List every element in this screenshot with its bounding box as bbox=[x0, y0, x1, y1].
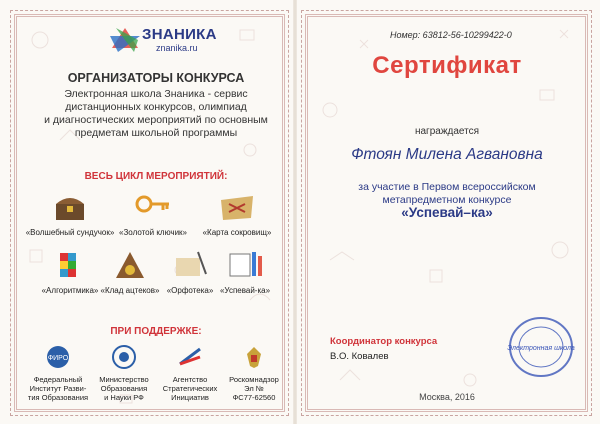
fold-line bbox=[293, 0, 297, 424]
event-algoritmika: «Алгоритмика» bbox=[25, 248, 115, 295]
aztec-treasure-icon bbox=[110, 248, 150, 282]
city-year: Москва, 2016 bbox=[419, 392, 475, 402]
support-ministry: Министерство Образования и Науки РФ bbox=[92, 344, 156, 402]
support-firo: ФИРО Федеральный Институт Разви- тия Образования bbox=[26, 344, 90, 402]
treasure-chest-icon bbox=[50, 190, 90, 224]
certificate-title: Сертификат bbox=[372, 52, 522, 79]
participation-text: за участие в Первом всероссийском метапредметном конкурсе bbox=[358, 181, 536, 206]
awarded-text: награждается bbox=[414, 126, 480, 137]
znanika-star-logo-icon bbox=[108, 24, 142, 54]
stamp-text: Электронная школа bbox=[507, 345, 575, 352]
treasure-map-icon bbox=[217, 190, 257, 224]
support-asi: Агентство Стратегических Инициатив bbox=[158, 344, 222, 402]
event-treasure-map: «Карта сокровищ» bbox=[192, 190, 282, 237]
logo-name: ЗНАНИКА bbox=[142, 26, 217, 43]
coordinator-title: Координатор конкурса bbox=[330, 336, 438, 347]
certificate-number: Номер: 63812-56-10299422-0 bbox=[390, 30, 512, 40]
cycle-title: ВЕСЬ ЦИКЛ МЕРОПРИЯТИЙ: bbox=[84, 171, 228, 182]
golden-key-icon bbox=[133, 190, 173, 224]
asi-arrow-icon bbox=[177, 344, 203, 370]
eagle-emblem-icon bbox=[241, 344, 267, 370]
event-uspevai-ka: «Успевай-ка» bbox=[200, 248, 290, 295]
organizers-description: Электронная школа Знаника - сервис дистанционных конкурсов, олимпиад и диагностических мероприятий по основным предметам школьной программы bbox=[44, 88, 268, 139]
event-orfoteka: «Орфотека» bbox=[145, 248, 235, 295]
recipient-name: Фтоян Милена Агвановна bbox=[351, 146, 543, 163]
support-title: ПРИ ПОДДЕРЖКЕ: bbox=[110, 326, 202, 337]
logo-url: znanika.ru bbox=[156, 43, 198, 53]
school-stamp-icon bbox=[506, 314, 576, 380]
school-supplies-icon bbox=[225, 248, 265, 282]
svg-text:ФИРО: ФИРО bbox=[47, 355, 69, 362]
support-roskomnadzor: Роскомнадзор Эл № ФС77-62560 bbox=[222, 344, 286, 402]
puzzle-cube-icon bbox=[50, 248, 90, 282]
organizers-title: ОРГАНИЗАТОРЫ КОНКУРСА bbox=[67, 71, 245, 85]
ministry-emblem-icon bbox=[111, 344, 137, 370]
event-golden-key: «Золотой ключик» bbox=[108, 190, 198, 237]
event-treasure-chest: «Волшебный сундучок» bbox=[25, 190, 115, 237]
contest-name: «Успевай–ка» bbox=[401, 205, 493, 220]
event-aztec-treasure: «Клад ацтеков» bbox=[85, 248, 175, 295]
coordinator-name: В.О. Ковалев bbox=[330, 351, 389, 362]
firo-globe-icon bbox=[45, 344, 71, 370]
